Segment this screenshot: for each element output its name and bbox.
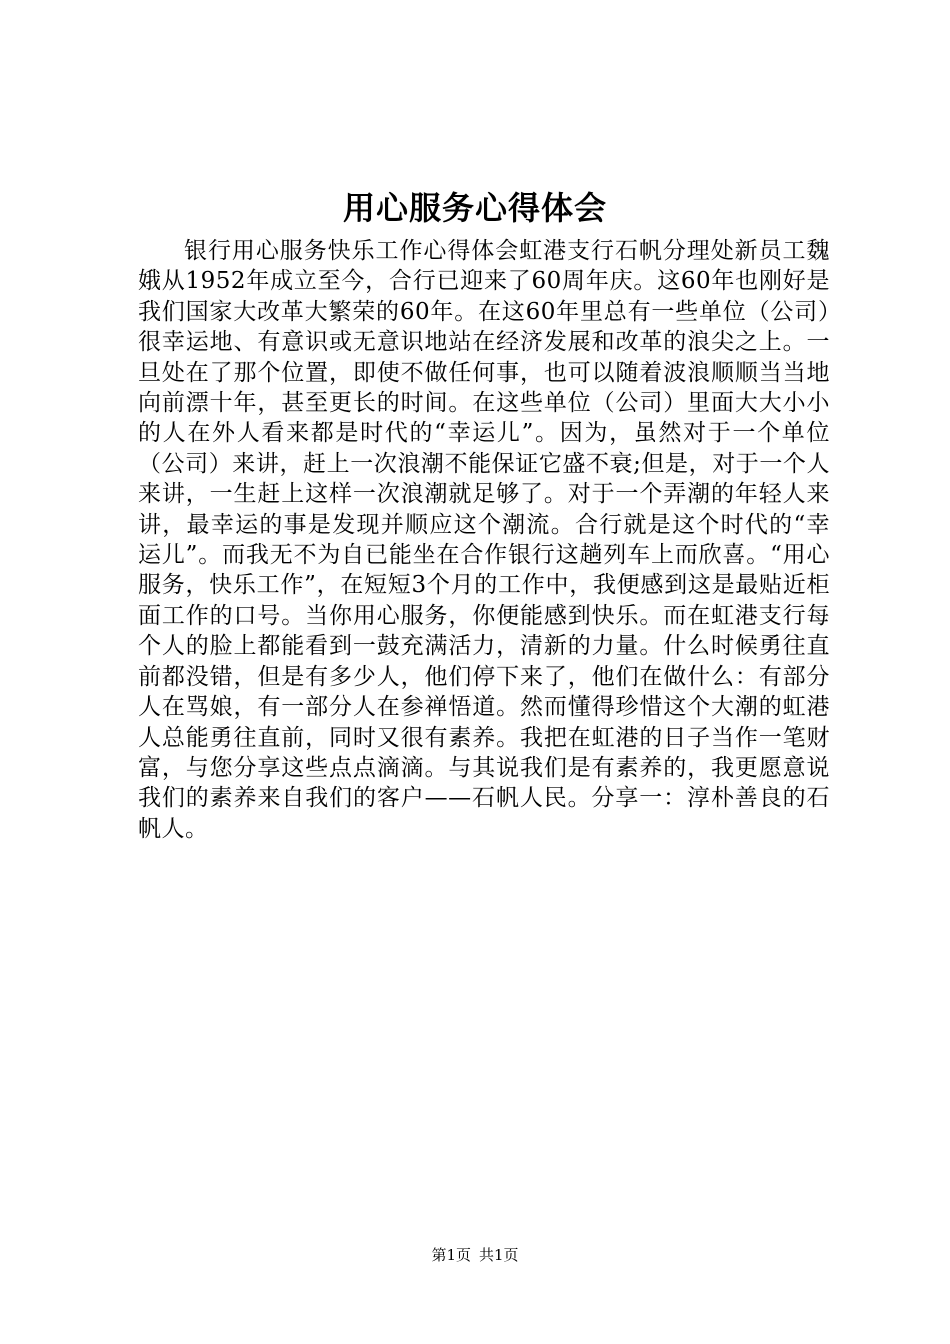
page-title: 用心服务心得体会	[342, 189, 607, 227]
body-paragraph: 银行用心服务快乐工作心得体会虹港支行石帆分理处新员工魏娥从1952年成立至今，合行已迎来了60周年庆。这60年也刚好是我们国家大改革大繁荣的60年。在这60年里总有一些单位（公司）很幸运地、有意识或无意识地站在经济发展和改革的浪尖之上。一旦处在了那个位置，即使不做任何事，也可以随着波浪顺顺当当地向前漂十年，甚至更长的时间。在这些单位（公司）里面大大小小的人在外人看来都是时代的“幸运儿”。因为，虽然对于一个单位（公司）来讲，赶上一次浪潮不能保证它盛不衰;但是，对于一个人来讲，一生赶上这样一次浪潮就足够了。对于一个弄潮的年轻人来讲，最幸运的事是发现并顺应这个潮流。合行就是这个时代的“幸运儿”。而我无不为自已能坐在合作银行这趟列车上而欣喜。“用心服务，快乐工作”，在短短3个月的工作中，我便感到这是最贴近柜面工作的口号。当你用心服务，你便能感到快乐。而在虹港支行每个人的脸上都能看到一鼓充满活力，清新的力量。什么时候勇往直前都没错，但是有多少人，他们停下来了，他们在做什么：有部分人在骂娘，有一部分人在参禅悟道。然而懂得珍惜这个大潮的虹港人总能勇往直前，同时又很有素养。我把在虹港的日子当作一笔财富，与您分享这些点点滴滴。与其说我们是有素养的，我更愿意说我们的素养来自我们的客户——石帆人民。分享一：淳朴善良的石帆人。	[138, 238, 830, 842]
page-number-label: 第1页	[431, 1246, 471, 1264]
page-total-label: 共1页	[479, 1246, 519, 1264]
page-footer	[0, 1244, 950, 1266]
